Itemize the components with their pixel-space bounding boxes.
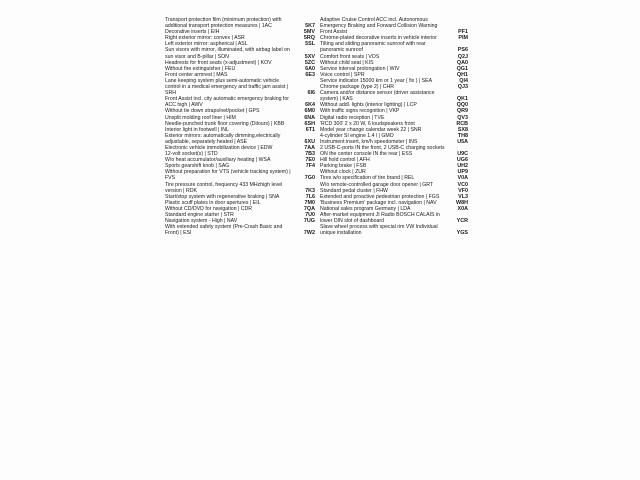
equipment-description: Interior light in footwell | INL <box>165 126 229 133</box>
equipment-row <box>165 17 315 29</box>
equipment-description: Without child seat | KIS <box>320 59 374 66</box>
equipment-description: Transport protection film (minimum protection) with additional transport protection measures | 1AC <box>165 17 282 30</box>
equipment-description: Voice control | SPR <box>320 71 365 78</box>
right-column <box>320 17 468 236</box>
equipment-description: Right exterior mirror: convex | ASR <box>165 35 245 42</box>
equipment-description: Plastic scuff plates in door apertures | EIL <box>165 199 261 206</box>
equipment-description: Tires w/o specification of tire brand | REL <box>320 175 415 182</box>
equipment-description: 2 USB-C-ports IN the front, 2 USB-C charging sockets ON the center console IN the rear | ESS <box>320 144 445 158</box>
equipment-code: QI4 <box>459 77 468 84</box>
equipment-code: 7K3 <box>305 187 315 194</box>
equipment-code: V0A <box>457 175 468 182</box>
equipment-row <box>320 41 468 53</box>
equipment-code: W8H <box>456 199 468 206</box>
equipment-code: 7U0 <box>305 212 315 218</box>
equipment-code: X0A <box>457 205 468 212</box>
equipment-code: PS6 <box>457 47 468 54</box>
equipment-description: Lane keeping system plus semi-automatic vehicle control in a medical emergency and traffic jam assist | SRH <box>165 77 289 97</box>
equipment-code: QK1 <box>456 96 468 103</box>
equipment-description: Model year change calendar week 22 | SNR <box>320 126 422 133</box>
equipment-code: UG6 <box>456 157 468 164</box>
equipment-code: 6NA <box>304 114 315 121</box>
equipment-description: Service indicator 15000 km or 1 year ( fix ) | SEA <box>320 77 433 84</box>
equipment-code: 7F4 <box>305 163 315 170</box>
equipment-description: Needle-punched trunk floor covering (Dilours) | KBB <box>165 120 285 127</box>
equipment-code: 7G0 <box>304 175 315 182</box>
equipment-row <box>320 224 468 236</box>
equipment-description: Chrome-plated decorative inserts in vehicle interior <box>320 35 437 42</box>
equipment-description: Sun visors with mirror, illuminated, with airbag label on sun visor and B-pillar | SON <box>165 47 290 60</box>
equipment-description: National sales program Germany | LDA <box>320 205 411 212</box>
equipment-description: Front center armrest | MAS <box>165 71 228 78</box>
equipment-code: PIM <box>458 35 468 42</box>
equipment-description: Headrests for front seats (x-adjustment) | KOV <box>165 59 272 66</box>
equipment-row <box>165 47 315 59</box>
equipment-code: VC0 <box>457 181 468 188</box>
equipment-row <box>165 182 315 194</box>
equipment-description: 'RCD 300' 2 x 20 W, 6 loudspeakers front <box>320 120 415 127</box>
equipment-description: Electronic vehicle immobilization device | EDW <box>165 144 273 151</box>
equipment-description: Left exterior mirror: aspherical | ASL <box>165 41 248 48</box>
equipment-code: 6SH <box>304 120 315 127</box>
equipment-code: TH8 <box>457 132 468 139</box>
equipment-code: 7UG <box>303 218 315 225</box>
equipment-code: 5K7 <box>305 23 315 30</box>
equipment-description: Unsplit molding roof liner | HIM <box>165 114 236 121</box>
equipment-description: Sports gearshift knob | SAG <box>165 163 230 170</box>
equipment-code: 5SL <box>305 41 315 48</box>
equipment-row <box>320 145 468 157</box>
equipment-code: QJ3 <box>457 84 468 91</box>
equipment-description: W/o remote-controlled garage door opener | GRT <box>320 181 434 188</box>
equipment-row <box>165 224 315 236</box>
equipment-code: SX8 <box>457 126 468 133</box>
equipment-code: RCB <box>456 120 468 127</box>
equipment-description: Chrome package (type 2) | CHR <box>320 84 395 91</box>
equipment-code: QH1 <box>456 71 468 78</box>
equipment-row <box>165 133 315 145</box>
equipment-description: Navigation system - High | NAV <box>165 218 238 225</box>
equipment-code: QG1 <box>456 65 468 72</box>
equipment-description: Comfort front seats | VOS <box>320 53 380 60</box>
equipment-code: QQ0 <box>456 102 468 109</box>
equipment-description: Service interval prolongation | WIV <box>320 65 400 72</box>
equipment-code: U5A <box>457 138 468 145</box>
equipment-row <box>320 212 468 224</box>
equipment-code: 7B3 <box>305 151 315 158</box>
equipment-row <box>165 78 315 96</box>
equipment-code: QR9 <box>456 108 468 115</box>
equipment-description: Parking brake | FSB <box>320 163 367 170</box>
equipment-row <box>165 96 315 108</box>
equipment-code: UP9 <box>457 169 468 176</box>
equipment-description: Without CD/DVD for navigation | CDR <box>165 205 252 212</box>
equipment-code: QA0 <box>456 59 468 66</box>
equipment-description: 4-cylinder SI engine 1.4 l | GMO <box>320 132 394 139</box>
equipment-code: 6E3 <box>305 71 315 78</box>
equipment-row <box>320 90 468 102</box>
equipment-description: Start/stop system with regenerative braking | SNA <box>165 193 280 200</box>
equipment-description: Tilting and sliding panoramic sunroof with rear panoramic sunroof <box>320 41 426 54</box>
equipment-description: Exterior mirrors: automatically dimming,electrically adjustable, separately heated | ASE <box>165 132 281 145</box>
equipment-description: Slave wheel process with special rim VW Individual unique installation <box>320 224 438 237</box>
equipment-description: Tire pressure control, frequency 433 MHzhigh level version | RDK <box>165 181 283 194</box>
equipment-code: 6K4 <box>305 102 315 109</box>
equipment-code: 7AA <box>304 144 315 151</box>
equipment-description: Front Assist incl. city automatic emergency braking for ACC high | AWV <box>165 96 289 109</box>
equipment-description: Instrument insert, km/h speedometer | INS <box>320 138 418 145</box>
equipment-code: 5RQ <box>303 35 315 42</box>
equipment-code: U9C <box>457 151 468 158</box>
equipment-code: VF0 <box>458 187 468 194</box>
equipment-description: Standard engine starter | STR <box>165 212 234 218</box>
equipment-code: 6I6 <box>307 90 315 97</box>
left-column <box>165 17 315 236</box>
equipment-description: Adaptive Cruise Control ACC incl. Autonomous Emergency Braking and Forward Collision Warning Front Assist <box>320 17 438 36</box>
equipment-code: 7M0 <box>304 199 315 206</box>
equipment-code: 7W2 <box>303 230 315 237</box>
equipment-row <box>165 169 315 181</box>
equipment-code: 7E0 <box>305 157 315 164</box>
equipment-description: Extended and proactive pedestrian protection | FGS <box>320 193 440 200</box>
equipment-code: 7QA <box>303 205 315 212</box>
equipment-description: Standard pedal cluster | FHW <box>320 187 388 194</box>
equipment-description: With traffic signs recognition | VKP <box>320 108 400 115</box>
equipment-description: Without addl. lights (interior lighting) | LCP <box>320 102 417 109</box>
equipment-description: Camera and/or distance sensor (driver assistance system) | KAS <box>320 90 435 103</box>
equipment-description: Without fire extinguisher | FEU <box>165 65 236 72</box>
equipment-code: 5MV <box>303 29 315 36</box>
equipment-code: 5ZC <box>304 59 315 66</box>
equipment-code: YGS <box>456 230 468 237</box>
equipment-code: YCR <box>456 218 468 225</box>
equipment-description: Without clock | ZUR <box>320 169 366 176</box>
equipment-code: 6XU <box>304 138 315 145</box>
equipment-description: W/o heat accumulator/auxiliary heating | WSA <box>165 157 271 164</box>
equipment-description: Hill hold control | AFH <box>320 157 370 164</box>
equipment-code: PF1 <box>458 29 468 36</box>
equipment-code: 6A0 <box>305 65 315 72</box>
equipment-code: 5XV <box>304 53 315 60</box>
equipment-description: Without preparation for VTS (vehicle tracking system) | FVS <box>165 169 291 182</box>
equipment-code: 6T1 <box>305 126 315 133</box>
equipment-description: 12-volt socket(s) | STD <box>165 151 218 158</box>
equipment-code: UH2 <box>457 163 468 170</box>
equipment-description: Digital radio reception | TVE <box>320 114 385 121</box>
equipment-description: Without tie down straps/net/pocket | GPS <box>165 108 260 115</box>
equipment-code: 6M0 <box>304 108 315 115</box>
equipment-description: Decorative inserts | EIH <box>165 29 220 36</box>
equipment-code: 7L6 <box>305 193 315 200</box>
equipment-description: After-market equipment JI Radio BOSCH CALAIS in lower DIN slot of dashboard <box>320 212 440 225</box>
equipment-code: VL3 <box>458 193 468 200</box>
equipment-row <box>320 17 468 35</box>
equipment-code: Q2J <box>457 53 468 60</box>
equipment-description: With extended safety system (Pre-Crash Basic and Front) | ESI <box>165 224 283 237</box>
equipment-description: 'Business Premium' package incl. navigation | NAV <box>320 199 437 206</box>
equipment-code: QV3 <box>457 114 468 121</box>
